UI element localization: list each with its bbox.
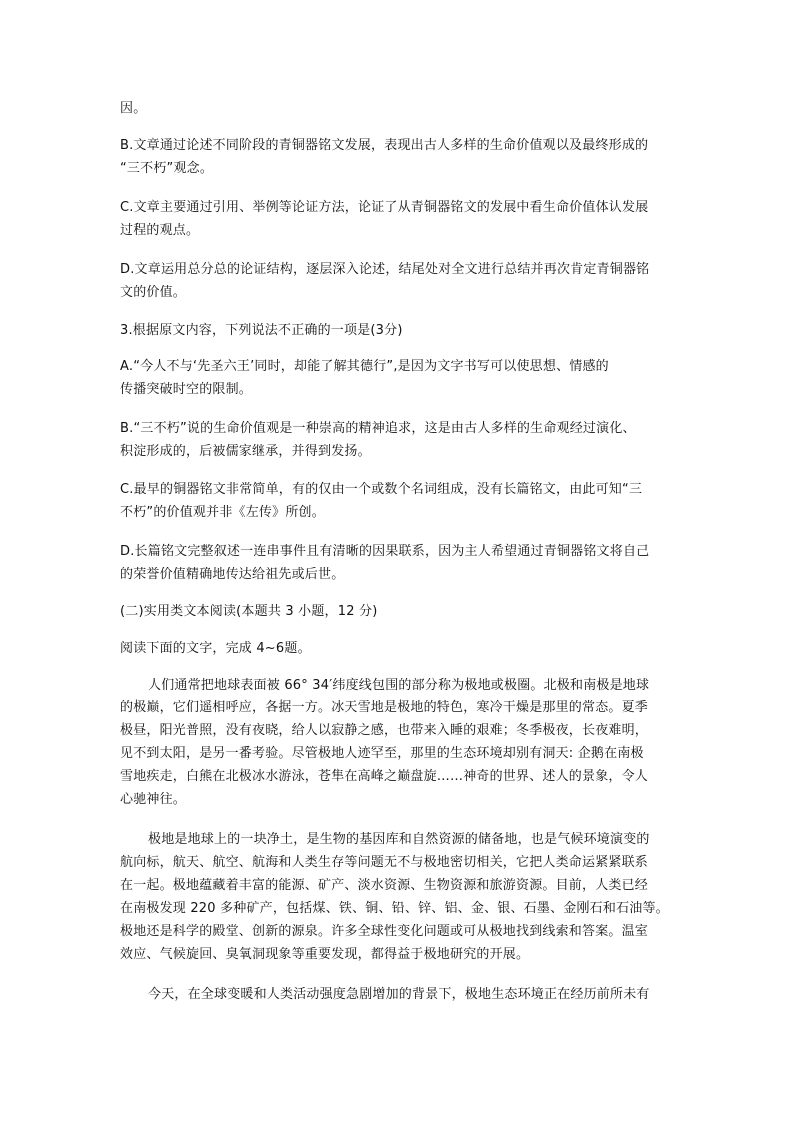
prev-option-tail: 因。 <box>120 101 147 116</box>
passage-p3-line: 今天，在全球变暖和人类活动强度急剧增加的背景下，极地生态环境正在经历前所未有 <box>148 987 650 1002</box>
passage-p1-line: 见不到太阳，是另一番考验。尽管极地人迹罕至，那里的生态环境却别有洞天: 企鹅在南极 <box>120 746 644 761</box>
section-heading: (二)实用类文本阅读(本题共 3 小题，12 分) <box>120 604 378 619</box>
passage-p1-line: 心驰神往。 <box>120 792 187 807</box>
q2-option-c-line1: C.文章主要通过引用、举例等论证方法，论证了从青铜器铭文的发展中看生命价值体认发展 <box>120 200 649 215</box>
q3-option-c-line1: C.最早的铜器铭文非常简单，有的仅由一个或数个名词组成，没有长篇铭文，由此可知“三 <box>120 482 643 497</box>
q3-option-a-line2: 传播突破时空的限制。 <box>120 382 253 397</box>
q2-option-b-line1: B.文章通过论述不同阶段的青铜器铭文发展，表现出古人多样的生命价值观以及最终形成的 <box>120 138 649 153</box>
q3-stem: 3.根据原文内容，下列说法不正确的一项是(3分) <box>120 323 403 338</box>
q3-option-c-line2: 不朽”的价值观并非《左传》所创。 <box>120 505 325 520</box>
q2-option-d-line2: 文的价值。 <box>120 285 187 300</box>
passage-p1-line: 人们通常把地球表面被 66° 34′纬度线包围的部分称为极地或极圈。北极和南极是地球 <box>148 678 650 693</box>
passage-p2-line: 效应、气候旋回、臭氧洞现象等重要发现，都得益于极地研究的开展。 <box>120 947 530 962</box>
section-instruction: 阅读下面的文字，完成 4~6题。 <box>120 641 311 656</box>
passage-p2-line: 极地还是科学的殿堂、创新的源泉。许多全球性变化问题或可从极地找到线索和答案。温室 <box>120 924 649 939</box>
passage-p1-line: 雪地疾走，白熊在北极冰水游泳，苍隼在高峰之巅盘旋……神奇的世界、述人的景象，令人 <box>120 769 649 784</box>
passage-p1-line: 极昼，阳光普照，没有夜晓，给人以寂静之感，也带来入睡的艰难；冬季极夜，长夜难明， <box>120 723 649 738</box>
q2-option-c-line2: 过程的观点。 <box>120 223 200 238</box>
q2-option-d-line1: D.文章运用总分总的论证结构，逐层深入论述，结尾处对全文进行总结并再次肯定青铜器铭 <box>120 262 650 277</box>
q3-option-d-line2: 的荣誉价值精确地传达给祖先或后世。 <box>120 567 345 582</box>
passage-p1-line: 的极巅，它们遥相呼应，各据一方。冰天雪地是极地的特色，寒冷干燥是那里的常态。夏季 <box>120 700 649 715</box>
passage-p2-line: 在一起。极地蕴藏着丰富的能源、矿产、淡水资源、生物资源和旅游资源。目前，人类已经 <box>120 878 649 893</box>
q3-option-d-line1: D.长篇铭文完整叙述一连串事件且有清晰的因果联系，因为主人希望通过青铜器铭文将自己 <box>120 544 650 559</box>
passage-p2-line: 在南极发现 220 多种矿产，包括煤、铁、铜、铅、锌、铝、金、银、石墨、金刚石和石油等。 <box>120 901 669 916</box>
q3-option-b-line1: B.“三不朽”说的生命价值观是一种崇高的精神追求，这是由古人多样的生命观经过演化、 <box>120 421 636 436</box>
passage-p2-line: 航向标，航天、航空、航海和人类生存等问题无不与极地密切相关，它把人类命运紧紧联系 <box>120 855 649 870</box>
q3-option-a-line1: A.“今人不与‘先圣六王’同时，却能了解其德行”,是因为文字书写可以使思想、情感的 <box>120 359 609 374</box>
passage-p2-line: 极地是地球上的一块净土，是生物的基因库和自然资源的储备地，也是气候环境演变的 <box>148 832 650 847</box>
q2-option-b-line2: “三不朽”观念。 <box>120 161 214 176</box>
q3-option-b-line2: 积淀形成的，后被儒家继承，并得到发扬。 <box>120 444 371 459</box>
